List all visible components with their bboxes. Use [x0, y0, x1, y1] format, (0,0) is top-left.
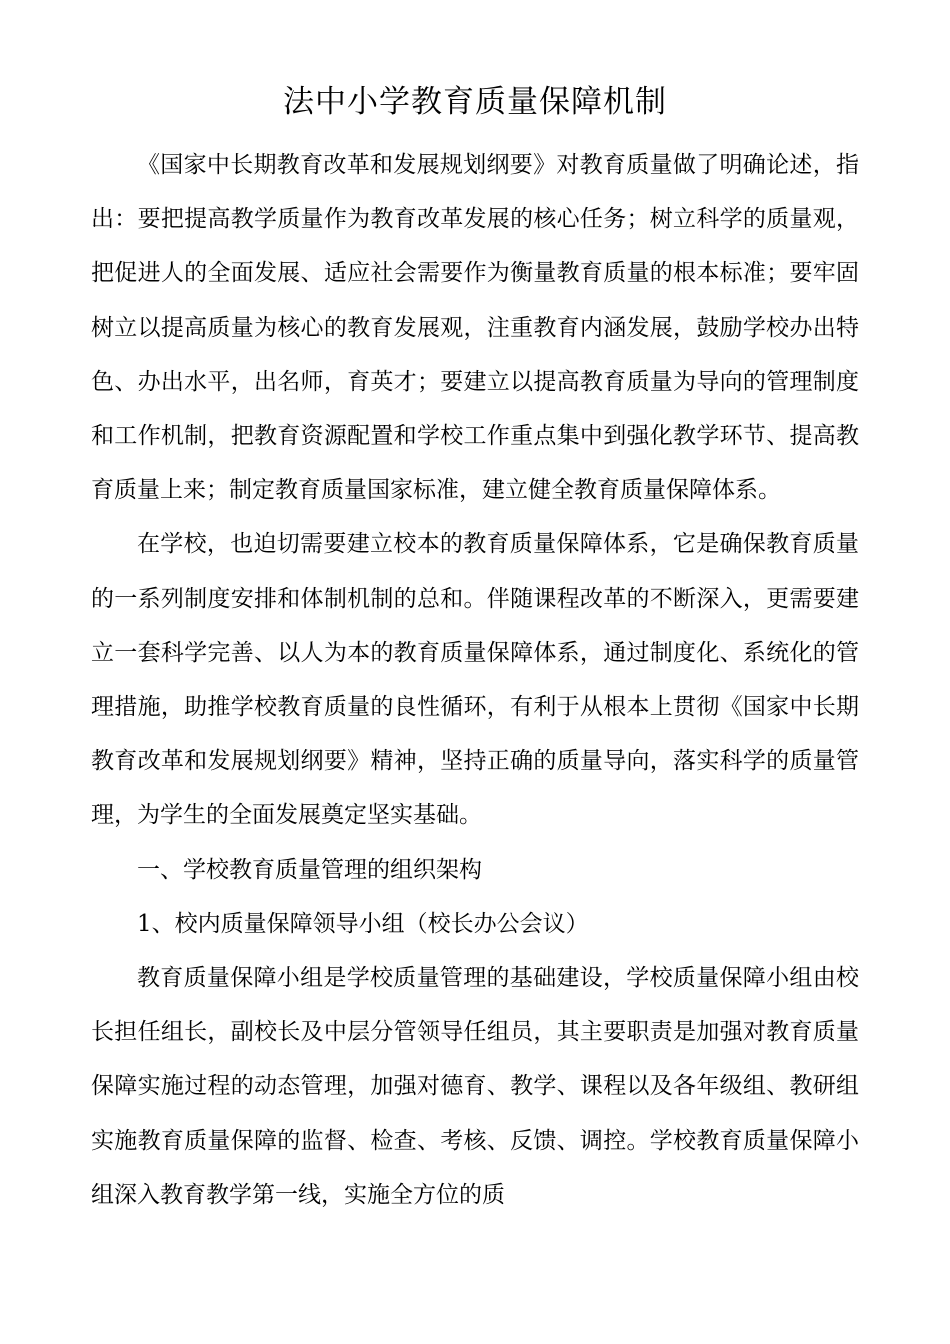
- subsection-heading: 1、校内质量保障领导小组（校长办公会议）: [137, 910, 589, 937]
- document-body: [91, 138, 859, 1222]
- document-title: 法中小学教育质量保障机制: [283, 84, 667, 120]
- paragraph-outline-summary: 《国家中长期教育改革和发展规划纲要》对教育质量做了明确论述，指出：要把提高教学质量作为教育改革发展的核心任务；树立科学的质量观，把促进人的全面发展、适应社会需要作为衡量教育质量的根本标准；要牢固树立以提高质量为核心的教育发展观，注重教育内涵发展，鼓励学校办出特色、办出水平，出名师，育英才；要建立以提高教育质量为导向的管理制度和工作机制，把教育资源配置和学校工作重点集中到强化教学环节、提高教育质量上来；制定教育质量国家标准，建立健全教育质量保障体系。: [91, 152, 859, 504]
- paragraph-school-assurance: 在学校，也迫切需要建立校本的教育质量保障体系，它是确保教育质量的一系列制度安排和体制机制的总和。伴随课程改革的不断深入，更需要建立一套科学完善、以人为本的教育质量保障体系，通过制度化、系统化的管理措施，助推学校教育质量的良性循环，有利于从根本上贯彻《国家中长期教育改革和发展规划纲要》精神，坚持正确的质量导向，落实科学的质量管理，为学生的全面发展奠定坚实基础。: [91, 531, 859, 829]
- paragraph-leadership-group: 教育质量保障小组是学校质量管理的基础建设，学校质量保障小组由校长担任组长，副校长及中层分管领导任组员，其主要职责是加强对教育质量保障实施过程的动态管理，加强对德育、教学、课程以及各年级组、教研组实施教育质量保障的监督、检查、考核、反馈、调控。学校教育质量保障小组深入教育教学第一线，实施全方位的质: [91, 965, 859, 1208]
- section-heading: 一、学校教育质量管理的组织架构: [137, 856, 482, 883]
